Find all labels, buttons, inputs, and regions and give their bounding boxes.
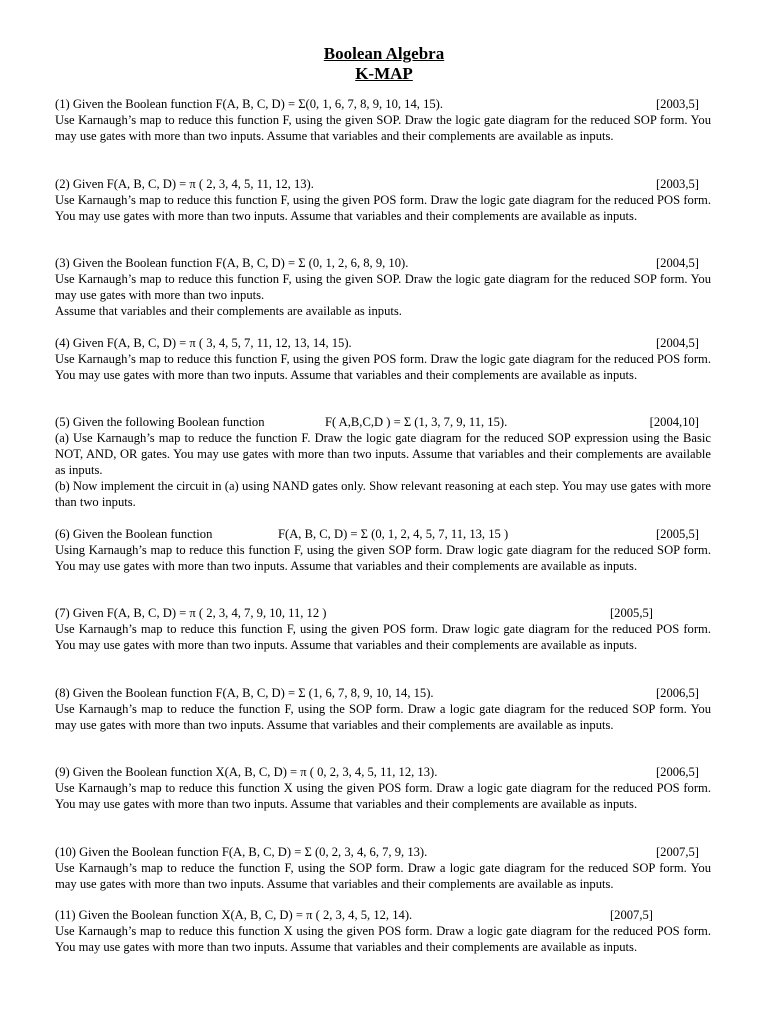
- question-heading: (7) Given F(A, B, C, D) = π ( 2, 3, 4, 7, 9, 10, 11, 12 ): [55, 606, 327, 620]
- question-function: F( A,B,C,D ) = Σ (1, 3, 7, 9, 11, 15).: [325, 415, 508, 429]
- question-heading: (11) Given the Boolean function X(A, B, C, D) = π ( 2, 3, 4, 5, 12, 14).: [55, 908, 413, 922]
- question-text: Use Karnaugh’s map to reduce this function F, using the given SOP. Draw the logic gate diagram for the reduced SOP form. You may use gates with more than two inputs.: [55, 272, 711, 302]
- question-part-a: (a) Use Karnaugh’s map to reduce the function F. Draw the logic gate diagram for the reduced SOP expression using the Basic NOT, AND, OR gates. You may use gates with more than two inputs. Assume that variables and their complements are available as inputs.: [55, 431, 711, 477]
- question-text: Use Karnaugh’s map to reduce this function F, using the given POS form. Draw the logic gate diagram for the reduced POS form. You may use gates with more than two inputs. Assume that variables and their complements are available as inputs.: [55, 193, 711, 223]
- question-text: Use Karnaugh’s map to reduce this function X using the given POS form. Draw a logic gate diagram for the reduced POS form. You may use gates with more than two inputs. Assume that variables and their complements are available as inputs.: [55, 924, 711, 954]
- question-year: [2007,5]: [609, 908, 653, 922]
- question-year: [2005,5]: [609, 606, 653, 620]
- question-year: [2007,5]: [655, 845, 699, 859]
- question-text: Use Karnaugh’s map to reduce the function F, using the SOP form. Draw a logic gate diagram for the reduced SOP form. You may use gates with more than two inputs. Assume that variables and their complements are available as inputs.: [55, 861, 711, 891]
- question-11: [55, 908, 711, 956]
- question-year: [2006,5]: [655, 765, 699, 779]
- question-year: [2004,5]: [655, 256, 699, 270]
- question-text: Use Karnaugh’s map to reduce this function F, using the given POS form. Draw the logic gate diagram for the reduced POS form. You may use gates with more than two inputs. Assume that variables and their complements are available as inputs.: [55, 352, 711, 382]
- question-heading: (3) Given the Boolean function F(A, B, C, D) = Σ (0, 1, 2, 6, 8, 9, 10).: [55, 256, 409, 270]
- question-9: [55, 765, 711, 813]
- question-heading: (8) Given the Boolean function F(A, B, C, D) = Σ (1, 6, 7, 8, 9, 10, 14, 15).: [55, 686, 434, 700]
- question-heading: (6) Given the Boolean function: [55, 527, 213, 541]
- page-subtitle: K-MAP: [355, 64, 413, 83]
- question-year: [2003,5]: [655, 177, 699, 191]
- question-3: [55, 256, 711, 320]
- question-7: [55, 606, 711, 654]
- question-text: Using Karnaugh’s map to reduce this function F, using the given SOP form. Draw logic gate diagram for the reduced SOP form. You may use gates with more than two inputs. Assume that variables and their complements are available as inputs.: [55, 543, 711, 573]
- question-text-continued: Assume that variables and their complements are available as inputs.: [55, 303, 402, 318]
- question-1: [55, 97, 711, 145]
- question-heading: (1) Given the Boolean function F(A, B, C, D) = Σ(0, 1, 6, 7, 8, 9, 10, 14, 15).: [55, 97, 444, 111]
- question-text: Use Karnaugh’s map to reduce this function F, using the given POS form. Draw logic gate diagram for the reduced POS form. You may use gates with more than two inputs. Assume that variables and their complements are available as inputs.: [55, 622, 711, 652]
- question-year: [2005,5]: [655, 527, 699, 541]
- question-year: [2004,10]: [649, 415, 699, 429]
- question-part-b: (b) Now implement the circuit in (a) using NAND gates only. Show relevant reasoning at each step. You may use gates with more than two inputs.: [55, 478, 711, 509]
- question-text: Use Karnaugh’s map to reduce this function F, using the given SOP. Draw the logic gate diagram for the reduced SOP form. You may use gates with more than two inputs. Assume that variables and their complements are available as inputs.: [55, 113, 711, 143]
- question-heading: (9) Given the Boolean function X(A, B, C, D) = π ( 0, 2, 3, 4, 5, 11, 12, 13).: [55, 765, 438, 779]
- question-8: [55, 686, 711, 734]
- question-heading: (10) Given the Boolean function F(A, B, C, D) = Σ (0, 2, 3, 4, 6, 7, 9, 13).: [55, 845, 428, 859]
- question-4: [55, 336, 711, 384]
- page-title: Boolean Algebra: [323, 44, 445, 63]
- question-5: [55, 415, 711, 511]
- question-2: [55, 177, 711, 225]
- question-year: [2003,5]: [655, 97, 699, 111]
- question-year: [2004,5]: [655, 336, 699, 350]
- question-heading: (5) Given the following Boolean function: [55, 415, 265, 429]
- question-6: [55, 527, 711, 575]
- question-heading: (4) Given F(A, B, C, D) = π ( 3, 4, 5, 7, 11, 12, 13, 14, 15).: [55, 336, 352, 350]
- question-10: [55, 845, 711, 893]
- question-text: Use Karnaugh’s map to reduce this function X using the given POS form. Draw a logic gate diagram for the reduced POS form. You may use gates with more than two inputs. Assume that variables and their complements are available as inputs.: [55, 781, 711, 811]
- question-text: Use Karnaugh’s map to reduce the function F, using the SOP form. Draw a logic gate diagram for the reduced SOP form. You may use gates with more than two inputs. Assume that variables and their complements are available as inputs.: [55, 702, 711, 732]
- question-year: [2006,5]: [655, 686, 699, 700]
- question-heading: (2) Given F(A, B, C, D) = π ( 2, 3, 4, 5, 11, 12, 13).: [55, 177, 314, 191]
- question-function: F(A, B, C, D) = Σ (0, 1, 2, 4, 5, 7, 11, 13, 15 ): [278, 527, 509, 541]
